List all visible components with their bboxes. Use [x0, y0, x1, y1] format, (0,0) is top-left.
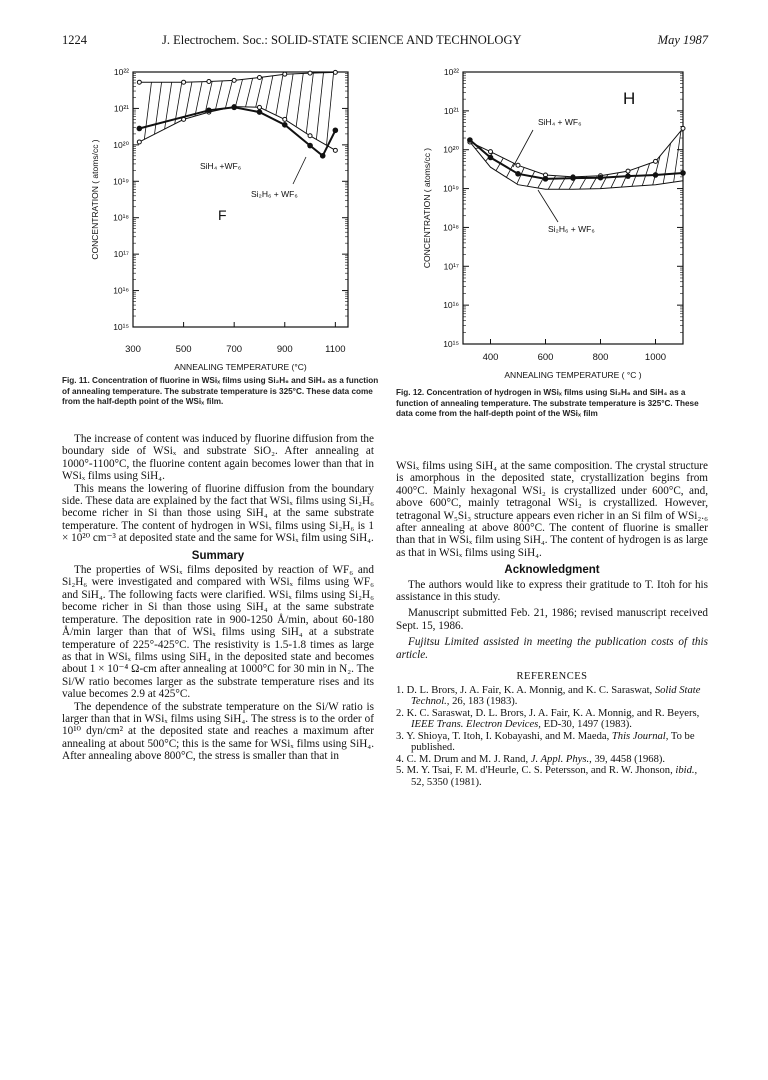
hatch-line [611, 173, 618, 188]
hatch-line [144, 82, 151, 139]
panel-label: H [623, 89, 636, 108]
y-tick-label: 10¹⁶ [113, 285, 129, 296]
data-point-filled [488, 155, 494, 161]
hatch-line [527, 171, 534, 186]
hatch-line [296, 73, 303, 126]
data-point-filled [320, 153, 326, 159]
series-label: Si₂H₆ + WF₆ [251, 189, 298, 199]
x-axis-title: ANNEALING TEMPERATURE (°C) [174, 362, 307, 372]
x-tick-label: 1000 [644, 352, 667, 363]
x-tick-label: 400 [482, 352, 499, 363]
x-axis-title: ANNEALING TEMPERATURE ( °C ) [504, 370, 642, 380]
panel-label: F [218, 207, 227, 223]
summary-heading: Summary [191, 549, 245, 562]
sih4-lower-bound [139, 107, 335, 151]
data-point-filled [282, 122, 288, 128]
manuscript-note: Manuscript submitted Feb. 21, 1986; revised manuscript received Sept. 15, 1986. [396, 607, 708, 632]
y-tick-label: 10¹⁹ [113, 176, 129, 187]
data-point-open [257, 75, 261, 79]
y-tick-label: 10²¹ [113, 103, 129, 114]
data-point-filled [543, 176, 549, 182]
data-point-filled [257, 109, 263, 115]
data-point-filled [515, 171, 521, 177]
figure-12 [418, 62, 703, 389]
data-point-filled [231, 105, 237, 111]
data-point-open [333, 148, 337, 152]
series-label: SiH₄ + WF₆ [538, 117, 582, 127]
data-point-filled [307, 143, 313, 149]
hatch-line [663, 143, 670, 183]
label-leader [293, 157, 306, 184]
y-tick-label: 10²⁰ [113, 139, 129, 150]
figure-11 [88, 62, 373, 379]
data-point-filled [467, 137, 473, 143]
x-tick-label: 500 [175, 344, 192, 355]
y-axis-title: CONCENTRATION ( atoms/cc ) [422, 147, 432, 269]
y-tick-label: 10¹⁹ [443, 183, 459, 194]
acknowledgment-heading: Acknowledgment [504, 564, 600, 577]
x-tick-label: 600 [537, 352, 554, 363]
y-tick-label: 10²² [443, 67, 459, 77]
y-tick-label: 10²² [113, 67, 129, 77]
body-paragraph: WSiₓ films using SiH₄ at the same composition. The crystal structure is amorphous in the deposited state, crystallization begins from 400°C. Mainly hexagonal WSi₂ is crystallized under 600°C, and, above 600°C, mainly tetragonal WSi₂ is crystallized. However, tetragonal W₅Si₃ structure appears even richer in an Si film of WSi₂.₆ after annealing at above 800°C. The content of fluorine is smaller than that in WSiₓ film using SiH₄. The content of hydrogen is as large as that in WSiₓ films using SiH₄. [396, 460, 708, 559]
data-point-open [516, 163, 520, 167]
publication-costs-note: Fujitsu Limited assisted in meeting the publication costs of this article. [396, 636, 708, 661]
hatch-line [256, 77, 263, 107]
reference-item: 4. C. M. Drum and M. J. Rand, J. Appl. Phys., 39, 4458 (1968). [396, 753, 666, 765]
reference-item: 5. M. Y. Tsai, F. M. d'Heurle, C. S. Petersson, and R. W. Jhonson, ibid., 52, 5350 (1981). [396, 765, 698, 788]
data-point-open [182, 80, 186, 84]
data-point-open [283, 72, 287, 76]
page-number: 1224 [62, 33, 87, 47]
sih4-upper-bound [139, 72, 335, 82]
hatch-line [225, 80, 232, 108]
y-tick-label: 10¹⁶ [443, 300, 459, 311]
data-point-filled [680, 170, 686, 176]
body-paragraph: This means the lowering of fluorine diffusion from the boundary side. These data are explained by the fact that WSiₓ films using Si₂H₆ become richer in Si than those using SiH₄ at the same substrate temperature. The content of hydrogen in WSiₓ films using Si₂H₆ is 1 × 10²⁰ cm⁻³ at deposited state and the same for WSiₓ film using SiH₄. [62, 482, 374, 545]
data-point-open [681, 126, 685, 130]
figure-11-caption: Fig. 11. Concentration of fluorine in WSiₓ films using Si₂H₆ and SiH₄ as a function of annealing temperature. The substrate temperature is 325°C. These data come from the half-depth point of the WSiₓ film. [62, 376, 379, 407]
y-axis-title: CONCENTRATION ( atoms/cc ) [90, 139, 100, 260]
x-tick-label: 800 [592, 352, 609, 363]
data-point-open [137, 80, 141, 84]
series-label: Si₂H₆ + WF₆ [548, 224, 595, 234]
body-paragraph: The properties of WSiₓ films deposited by reaction of WF₆ and Si₂H₆ were investigated and compared with WSiₓ films using WF₆ and SiH₄. The following facts were clarified. WSiₓ films using Si₂H₆ become richer in Si than those using SiH₄ at the same substrate temperature. The deposition rate in 900-1250 Å/min, about 60-180 Å/min larger than that of WSiₓ films using SiH₄ at a substrate temperature of 225°-425°C. The resistivity is 1.5-1.8 times as large as that in WSiₓ films using SiH₄ in the deposited state and becomes about 1 × 10⁻⁴ Ω-cm after annealing at 1000°C for 30 min in N₂. The Si/W ratio becomes larger as the substrate temperature rises and its value becomes 2.9 at 425°C. [62, 564, 374, 701]
x-tick-label: 1100 [325, 344, 346, 355]
data-point-open [283, 117, 287, 121]
reference-item: 3. Y. Shioya, T. Itoh, I. Kobayashi, and M. Maeda, This Journal, To be published. [396, 730, 695, 753]
right-column [396, 460, 708, 788]
references-heading: REFERENCES [516, 671, 588, 683]
hatch-line [286, 74, 293, 120]
body-paragraph: The dependence of the substrate temperature on the Si/W ratio is larger than that in WSiₓ films using SiH₄. The stress is to the order of 10¹⁰ dyn/cm² at the deposited state and reaches a maximum after annealing at about 500°C; this is the same for WSiₓ films using SiH₄. After annealing above 800°C, the stress is smaller than that in [62, 700, 374, 763]
y-tick-label: 10¹⁸ [113, 212, 129, 223]
hatch-line [306, 73, 313, 133]
y-tick-label: 10¹⁵ [443, 339, 459, 349]
y-tick-label: 10¹⁷ [113, 249, 129, 260]
data-point-open [489, 150, 493, 154]
data-point-open [232, 78, 236, 82]
left-column [62, 433, 374, 763]
data-point-open [207, 79, 211, 83]
data-point-open [137, 140, 141, 144]
data-point-filled [333, 127, 339, 133]
y-tick-label: 10¹⁵ [113, 322, 129, 332]
body-paragraph: The increase of content was induced by fluorine diffusion from the boundary side of WSiₓ and substrate SiO₂. After annealing at 1000°-1100°C, the fluorine content again becomes lower than that in WSiₓ films using SiH₄. [62, 433, 374, 483]
si2h6-curve [470, 140, 683, 179]
data-point-open [654, 159, 658, 163]
hatch-line [195, 82, 202, 116]
data-point-filled [206, 107, 212, 113]
journal-title: J. Electrochem. Soc.: SOLID-STATE SCIENCE AND TECHNOLOGY [162, 33, 522, 47]
data-point-filled [598, 175, 604, 181]
label-leader [513, 130, 533, 167]
hatch-line [155, 82, 162, 134]
y-tick-label: 10¹⁷ [443, 261, 459, 272]
series-label: SiH₄ +WF₆ [200, 161, 242, 171]
data-point-open [257, 105, 261, 109]
hatch-line [266, 76, 273, 111]
data-point-open [308, 134, 312, 138]
plot-frame [463, 72, 683, 344]
hatch-line [215, 81, 222, 111]
hatch-line [316, 73, 323, 140]
data-point-filled [570, 175, 576, 181]
hydrogen-chart [418, 62, 703, 384]
hatch-line [246, 78, 253, 107]
sih4-upper-curve [470, 128, 683, 177]
hatch-line [185, 82, 192, 119]
data-point-open [333, 70, 337, 74]
x-tick-label: 300 [125, 344, 141, 355]
hatch-line [235, 79, 242, 106]
issue-date: May 1987 [657, 33, 708, 47]
x-tick-label: 700 [226, 344, 243, 355]
hatch-line [276, 74, 283, 115]
label-leader [538, 190, 558, 222]
plot-frame [133, 72, 348, 327]
reference-item: 2. K. C. Saraswat, D. L. Brors, J. A. Fair, K. A. Monnig, and R. Beyers, IEEE Trans. Electron Devices, ED-30, 1497 (1983). [396, 707, 700, 730]
data-point-open [308, 71, 312, 75]
data-point-filled [653, 172, 659, 178]
figure-12-caption: Fig. 12. Concentration of hydrogen in WSiₓ films using Si₂H₆ and SiH₄ as a function of annealing temperature. The substrate temperature is 325°C. These data come from the half-depth point of the WSiₓ film [396, 388, 699, 419]
y-tick-label: 10¹⁸ [443, 222, 459, 233]
acknowledgment-text: The authors would like to express their gratitude to T. Itoh for his assistance in this study. [396, 578, 708, 604]
data-point-filled [137, 126, 143, 132]
si2h6-curve [139, 107, 335, 156]
data-point-filled [625, 173, 631, 179]
y-tick-label: 10²⁰ [443, 144, 459, 155]
lower-bound-curve [470, 142, 683, 189]
references-list [396, 685, 708, 789]
y-tick-label: 10²¹ [443, 105, 459, 116]
fluorine-chart [88, 62, 373, 374]
x-tick-label: 900 [276, 344, 293, 355]
reference-item: 1. D. L. Brors, J. A. Fair, K. A. Monnig, and K. C. Saraswat, Solid State Technol., 26, 183 (1983). [396, 684, 701, 707]
data-point-open [626, 169, 630, 173]
